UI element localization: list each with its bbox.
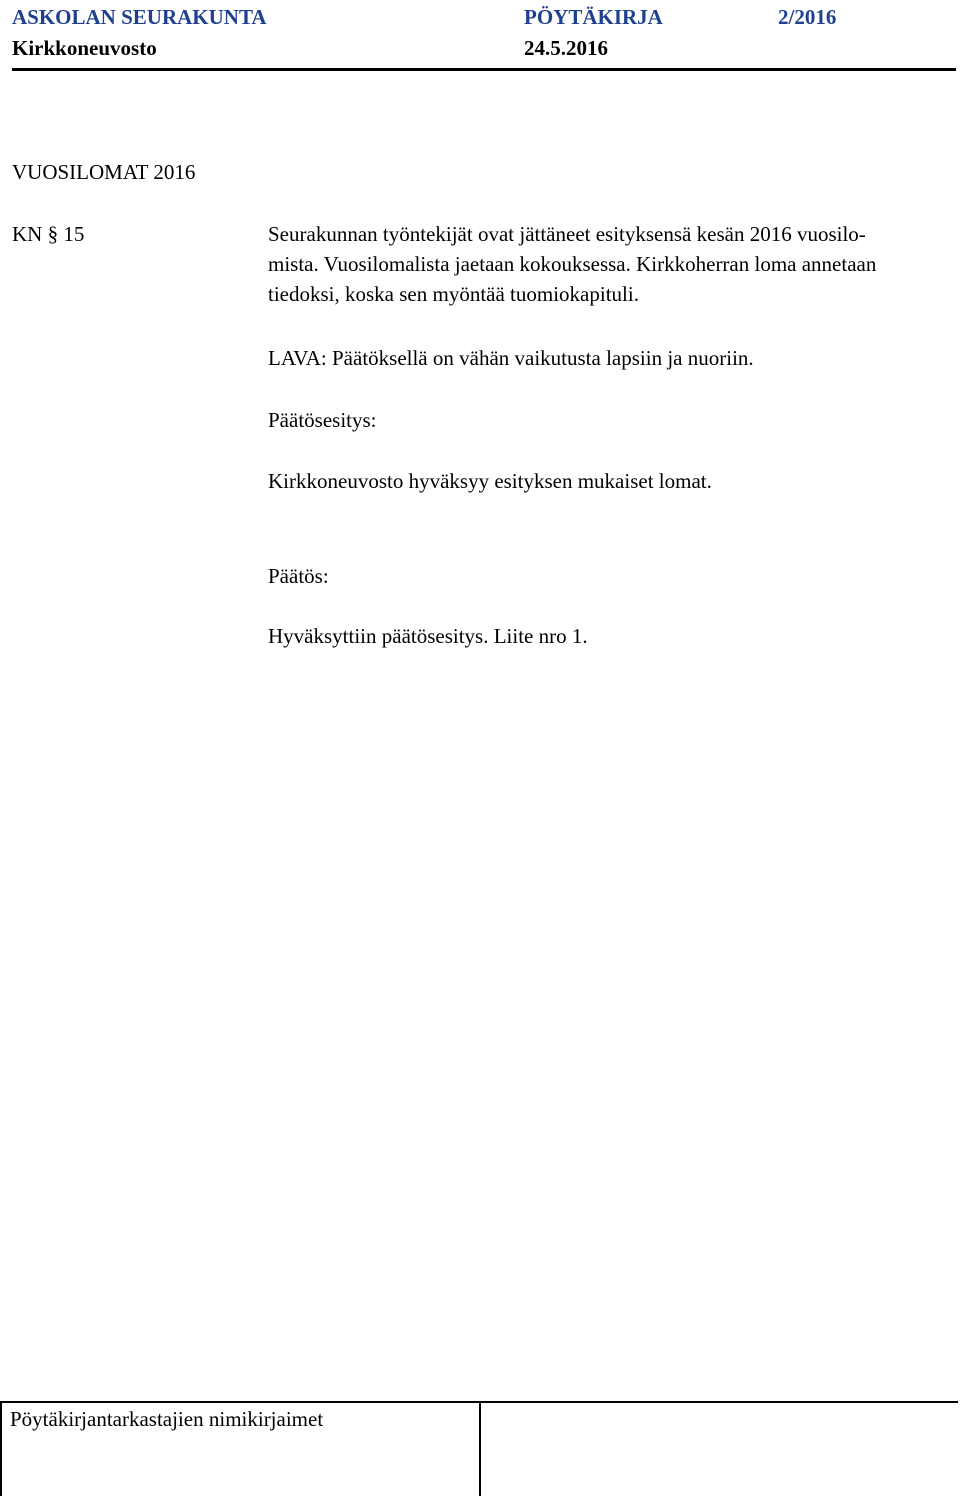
document-number: 2/2016 [778,5,837,29]
description-line: mista. Vuosilomalista jaetaan kokouksessa. Kirkkoherran loma annetaan [268,252,877,276]
description-line: Seurakunnan työntekijät ovat jättäneet esityksensä kesän 2016 vuosilo- [268,222,866,246]
meeting-date: 24.5.2016 [524,36,608,60]
header-divider [12,68,956,71]
proposal-text: Kirkkoneuvosto hyväksyy esityksen mukaiset lomat. [268,469,712,493]
section-reference: KN § 15 [12,222,85,246]
decision-label: Päätös: [268,564,329,588]
proposal-label: Päätösesitys: [268,408,377,432]
footer-cell-divider [479,1401,481,1496]
organization-name: ASKOLAN SEURAKUNTA [12,5,267,29]
initials-label: Pöytäkirjantarkastajien nimikirjaimet [10,1407,324,1431]
lava-statement: LAVA: Päätöksellä on vähän vaikutusta lapsiin ja nuoriin. [268,346,754,370]
section-description [268,219,956,309]
section-title: VUOSILOMAT 2016 [12,160,196,184]
decision-text: Hyväksyttiin päätösesitys. Liite nro 1. [268,624,588,648]
governing-body: Kirkkoneuvosto [12,36,157,60]
document-type: PÖYTÄKIRJA [524,5,663,29]
description-line: tiedoksi, koska sen myöntää tuomiokapituli. [268,282,639,306]
